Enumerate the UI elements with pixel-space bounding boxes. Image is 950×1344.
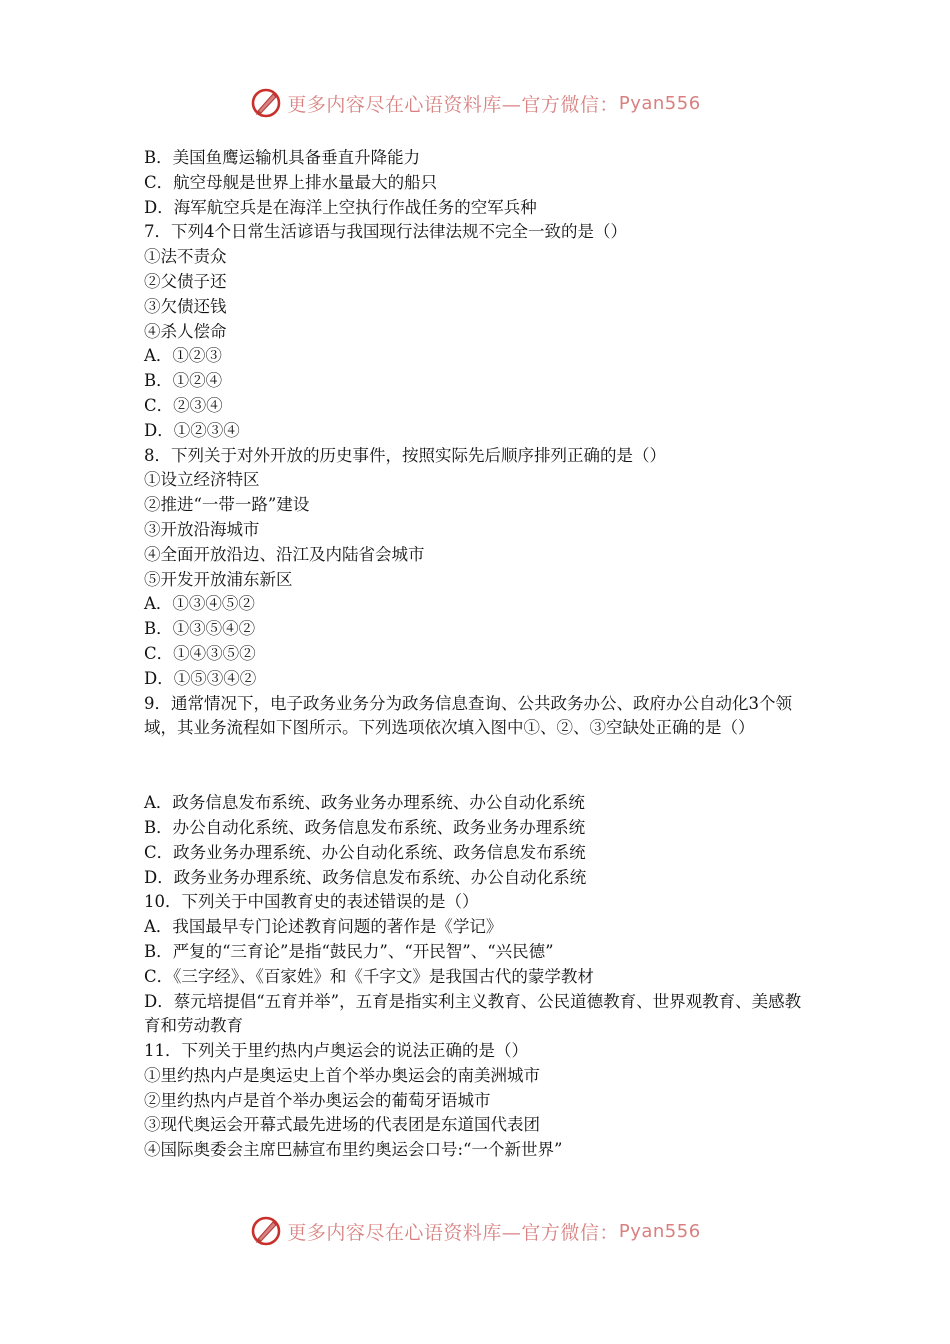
option-line: D．蔡元培提倡“五育并举”，五育是指实利主义教育、公民道德教育、世界观教育、美感教育和劳动教育 — [144, 991, 802, 1036]
item-line: ②推进“一带一路”建设 — [144, 495, 310, 515]
item-line: ③现代奥运会开幕式最先进场的代表团是东道国代表团 — [144, 1115, 540, 1135]
option-line: C．②③④ — [144, 395, 223, 415]
item-line: ③欠债还钱 — [144, 296, 227, 316]
banner-wechat-id: Pyan556 — [618, 1220, 701, 1242]
question-9: 9．通常情况下，电子政务业务分为政务信息查询、公共政务办公、政府办公自动化3个领域，其业务流程如下图所示。下列选项依次填入图中①、②、③空缺处正确的是（） — [144, 693, 792, 738]
option-line: B．美国鱼鹰运输机具备垂直升降能力 — [144, 148, 421, 167]
item-line: ④全面开放沿边、沿江及内陆省会城市 — [144, 544, 425, 564]
pen-logo-icon — [249, 1214, 283, 1248]
option-line: B．严复的“三育论”是指“鼓民力”、“开民智”、“兴民德” — [144, 941, 554, 961]
figure-placeholder — [144, 741, 810, 791]
question-10: 10．下列关于中国教育史的表述错误的是（） — [144, 892, 479, 912]
option-line: C．航空母舰是世界上排水量最大的船只 — [144, 172, 438, 192]
item-line: ④国际奥委会主席巴赫宣布里约奥运会口号:“一个新世界” — [144, 1140, 563, 1160]
item-line: ①里约热内卢是奥运史上首个举办奥运会的南美洲城市 — [144, 1065, 540, 1085]
option-line: D．海军航空兵是在海洋上空执行作战任务的空军兵种 — [144, 197, 537, 217]
option-line: A．政务信息发布系统、政务业务办理系统、办公自动化系统 — [144, 793, 585, 813]
item-line: ②里约热内卢是首个举办奥运会的葡萄牙语城市 — [144, 1090, 491, 1110]
question-11: 11．下列关于里约热内卢奥运会的说法正确的是（） — [144, 1041, 528, 1061]
option-line: C．①④③⑤② — [144, 643, 256, 663]
option-line: A．我国最早专门论述教育问题的著作是《学记》 — [144, 917, 503, 937]
pen-logo-icon — [249, 86, 283, 120]
banner-wechat-id: Pyan556 — [618, 92, 701, 114]
item-line: ①设立经济特区 — [144, 470, 260, 490]
item-line: ②父债子还 — [144, 271, 227, 291]
option-line: D．①⑤③④② — [144, 668, 257, 688]
option-line: D．政务业务办理系统、政务信息发布系统、办公自动化系统 — [144, 867, 587, 887]
question-content — [144, 146, 810, 1163]
option-line: B．办公自动化系统、政务信息发布系统、政务业务办理系统 — [144, 817, 586, 837]
item-line: ⑤开发开放浦东新区 — [144, 569, 293, 589]
item-line: ③开放沿海城市 — [144, 519, 260, 539]
option-line: C．《三字经》、《百家姓》和《千字文》是我国古代的蒙学教材 — [144, 966, 594, 986]
footer-banner — [0, 1211, 950, 1251]
banner-text: 更多内容尽在心语资料库—官方微信： — [287, 93, 619, 116]
option-line: B．①③⑤④② — [144, 619, 256, 639]
option-line: C．政务业务办理系统、办公自动化系统、政务信息发布系统 — [144, 842, 586, 862]
option-line: B．①②④ — [144, 371, 223, 391]
option-line: A．①③④⑤② — [144, 594, 255, 614]
option-line: A．①②③ — [144, 346, 222, 366]
item-line: ①法不责众 — [144, 247, 227, 267]
banner-text: 更多内容尽在心语资料库—官方微信： — [287, 1221, 619, 1244]
header-banner — [0, 83, 950, 123]
question-7: 7．下列4个日常生活谚语与我国现行法律法规不完全一致的是（） — [144, 222, 627, 242]
item-line: ④杀人偿命 — [144, 321, 227, 341]
question-8: 8．下列关于对外开放的历史事件，按照实际先后顺序排列正确的是（） — [144, 445, 666, 465]
option-line: D．①②③④ — [144, 420, 240, 440]
